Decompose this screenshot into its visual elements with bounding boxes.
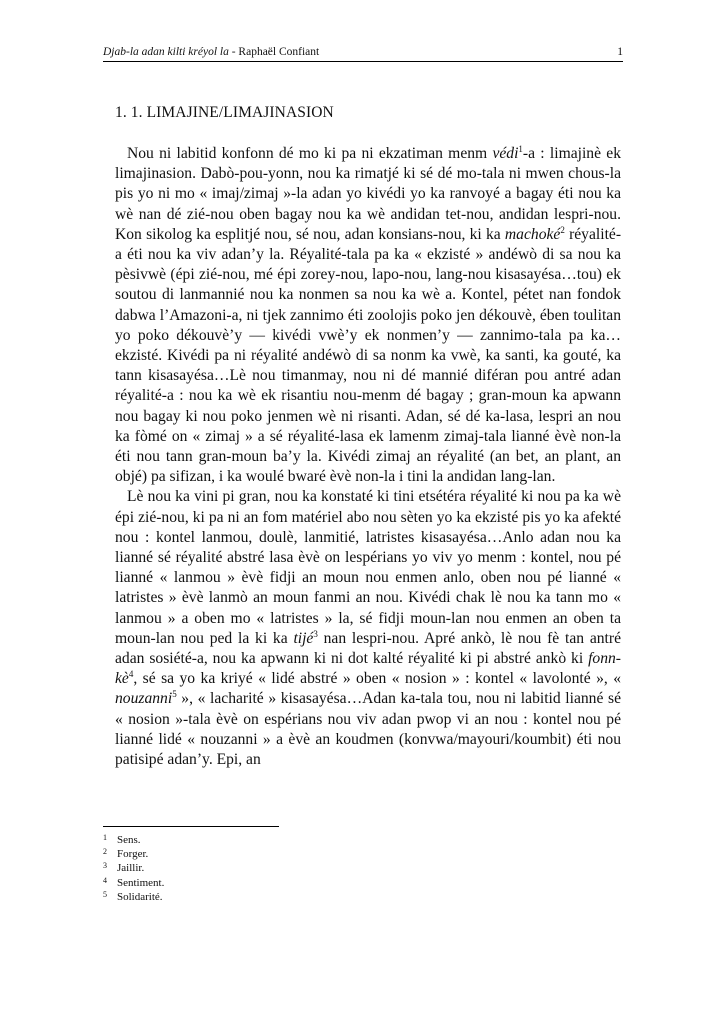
body-paragraph [115,487,621,770]
footnote-item [103,833,403,847]
text-run: Lè nou ka vini pi gran, nou ka konstaté ki tini etsétéra réyalité ki nou pa ka wè épi zié-nou, ki pa ni an fom matériel abo nou sèten yo ka ekzisté pis yo ka afekté nou : kontel lanmou, doulè, lanmitié, latristes kisasayésa…Anlo adan nou ka lianné sé réyalité abstré lasa èvè on lespérians yo viv yo menm : kontel, nou pé lianné « lanmou » èvè fidji an moun nou enmen anlo, oben nou pé lianné « latristes » èvè lanmò an moun fanmi an nou. Kivédi chak lè nou ka tann mo « lanmou » a oben mo « latristes » la, sé fidji moun-lan nou enmen an oben ta moun-lan nou ped la ki ka [115,488,621,647]
footnote-text: Solidarité. [117,890,163,903]
text-run: , sé sa yo ka kriyé « lidé abstré » oben « nosion » : kontel « lavolonté », « [133,670,621,688]
text-run: Nou ni labitid konfonn dé mo ki pa ni ekzatiman menm [127,145,493,162]
footnote-reference: 4 [128,669,134,680]
page-number: 1 [617,46,623,58]
italic-term: machoké [504,225,561,243]
header-title: Djab-la adan kilti kréyol la [103,46,229,58]
footnote-number: 4 [103,875,107,885]
footnote-reference: 2 [560,224,565,235]
footnote-item [103,876,403,890]
text-run: nan lespri-nou. Apré ankò, lè nou fè tan antré adan sosiété-a, nou ka apwann ki ni dot kalté réyalité ki pi abstré ankò ki [115,629,621,668]
text-run: réyalité-a éti nou ka viv adan’y la. Réyalité-tala pa ka « ekzisté » andéwò di sa nou ka pèsivwè (épi zié-nou, mé épi zorey-nou, lapo-nou, lang-nou kisasayésa…tou) ek soutou di lanmannié nou ka nonmen sa nou ka wè a. Kontel, pétet nan fondok dabwa l’Amazoni-a, ni tjek zannimo éti zoolojis poko jen dékouvè, ében toulitan yo poko dékouvè’y — kivédi vwè’y ek nonmen’y — zannimo-tala pa ka…ekzisté. Kivédi pa ni réyalité andéwò di sa nonm ka vwè, ka santi, ka gouté, ka tann kisasayésa…Lè nou timanmay, nou ni dé mannié diféran pou antré adan réyalité-a : nou ka wè ek risantiu nou-menm dé bagay ; gran-moun ka apwann nou bagay ki nou poko jenmen wè ni risanti. Adan, sé dé ka-lasa, lespri an nou ka fòmé on « zimaj » a sé réyalité-lasa ek lamenm zimaj-tala lianné èvè non-la éti nou tann gran-moun ba’y la. Kivédi zimaj an réyalité (an bet, an plant, an objé) pa sifizan, i ka woulé bwaré èvè non-la i tini la andidan lang-lan. [115,225,622,486]
footnote-text: Forger. [117,848,149,861]
footnote-reference: 1 [518,143,523,154]
footnote-reference: 3 [313,628,318,639]
body-paragraph [115,144,621,487]
running-header [103,44,623,60]
footnote-item [103,890,403,904]
footnote-item [103,861,403,875]
text-run: -a : limajinè ek limajinasion. Dabò-pou-yonn, nou ka rimatjé ki sé dé mo-tala ni mwen chous-la pis yo ni mo « imaj/zimaj »-la adan yo kivédi yo ka ranvoyé a bagay éti nou ka wè nan dé zié-nou oben bagay nou ka wè andidan tet-nou, andidan lespri-nou. Kon sikolog ka esplitjé nou, sé nou, adan konsians-nou, ki ka [115,145,621,243]
italic-term: nouzanni [115,690,173,708]
footnote-reference: 5 [172,689,177,700]
footnotes [103,833,403,904]
header-divider [103,61,623,62]
header-author: - Raphaël Confiant [228,46,320,58]
footnote-item [103,847,403,861]
footnote-number: 3 [103,861,107,871]
section-heading: 1. 1. LIMAJINE/LIMAJINASION [115,104,334,121]
footnote-text: Sentiment. [117,876,165,889]
italic-term: fonn-kè [115,650,621,688]
footnote-number: 2 [103,847,107,857]
text-run: », « lacharité » kisasayésa…Adan ka-tala tou, nou ni labitid lianné sé « nosion »-tala èvè on espérians nou viv adan pwop vi an nou : kontel nou pé lianné lidé « nouzanni » a èvè an koudmen (konvwa/mayouri/koumbit) éti nou patisipé adan’y. Epi, an [115,690,621,769]
italic-term: tijé [293,629,314,647]
footnote-number: 1 [103,833,107,842]
footnote-divider [103,826,279,827]
footnote-text: Jaillir. [117,862,145,875]
footnote-number: 5 [103,889,107,899]
footnote-text: Sens. [117,834,141,846]
body-text [115,144,621,770]
italic-term: védi [492,145,519,162]
